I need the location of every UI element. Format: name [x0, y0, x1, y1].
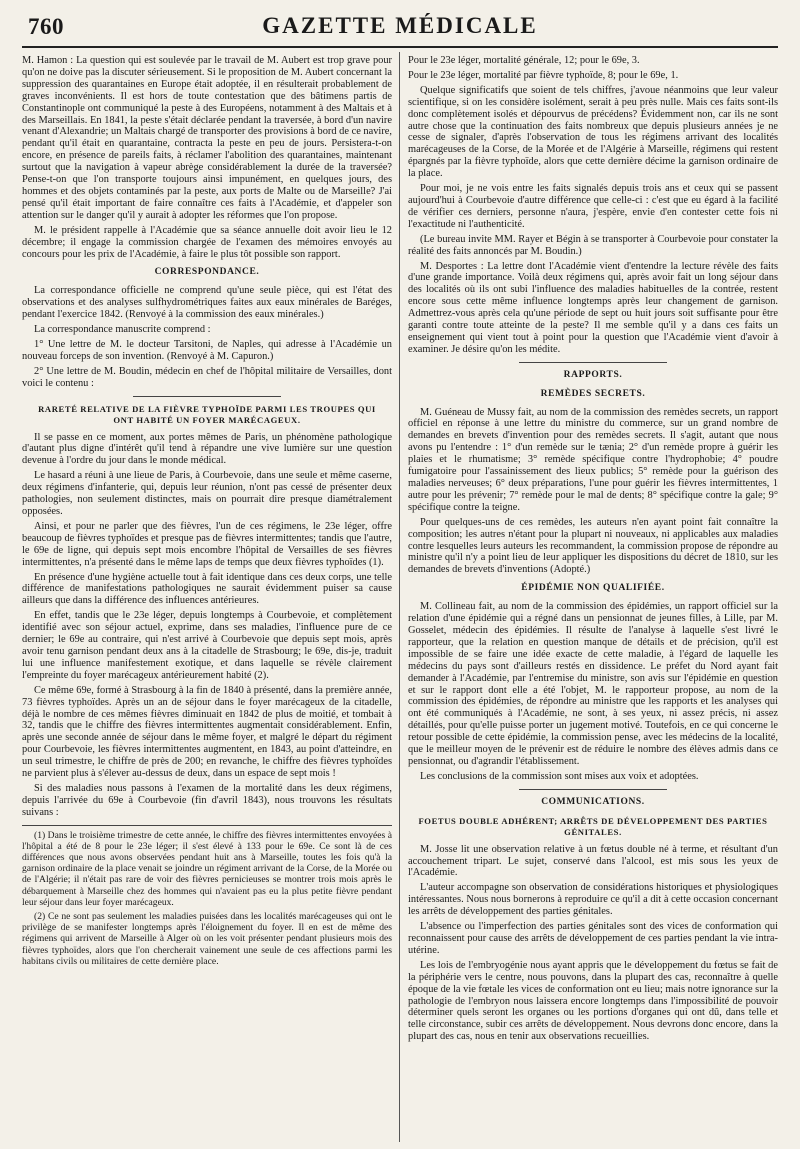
page-number: 760 — [28, 14, 64, 39]
footnote: (1) Dans le troisième trimestre de cette année, le chiffre des fièvres intermittentes envoyées à l'hôpital a été de 8 pour le 23e léger; il s'est élevé à 133 pour le 69e. Ce sont là de ces différences que nous avons observées pendant huit ans à Marseille, toutes les fois qu'à la garnison ordinaire de la place venait se joindre un régiment arrivant de la Corse, de la Morée ou de l'Algérie; il n'était pas rare de voir des fièvres pernicieuses se montrer trois mois après le débarquement à Marseille chez des hommes qui n'avaient pas eu la plus petite fièvre pendant leur séjour dans leur foyer marécageux. — [22, 829, 392, 908]
section-heading: REMÈDES SECRETS. — [540, 388, 646, 399]
paragraph: Ainsi, et pour ne parler que des fièvres, l'un de ces régimens, le 23e léger, offre beaucoup de fièvres typhoïdes et presque pas de fièvres intermittentes; tandis que l'autre, le 69e de ligne, qui depuis sept mois encombre l'hôpital de Versailles de ses fièvres intermittentes, n'a présenté dans le même laps de temps que deux fièvres typhoïdes (1). — [22, 520, 392, 568]
section-heading: RARETÉ RELATIVE DE LA FIÈVRE TYPHOÏDE PARMI LES TROUPES QUI ONT HABITÉ UN FOYER MARÉCAGEUX. — [38, 403, 376, 425]
paragraph: M. Collineau fait, au nom de la commission des épidémies, un rapport officiel sur la relation d'une épidémie qui a régné dans un pensionnat de jeunes filles, à Lille, par M. Gosselet, médecin des épidémies. Il résulte de l'analyse à laquelle s'est livré le rapporteur, que la relation en question manque de détails et de précision, qu'il est impossible de se faire une idée exacte de cette maladie, à l'égard de laquelle les médecins du pays sont d'ailleurs restés en dissidence. Le préfet du Nord ayant fait demander à l'Académie, par l'entremise du ministre, son avis sur l'épidémie en question et sur le rapport dont elle a été l'objet, M. le rapporteur propose, au nom de la commission des épidémies, de répondre au ministre que les rapports et les analyses qui ont été communiqués à l'Académie, ne sont, à ses yeux, ni assez précis, ni assez détaillés, pour qu'elle puisse porter un jugement motivé. Toutefois, en ce qui concerne le retour possible de cette épidémie, la commission pense, avec les médecins de la localité, que le meilleur moyen de le prévenir est de réduire le nombre des élèves admis dans ce pensionnat, ou d'agrandir l'établissement. — [408, 601, 778, 767]
paragraph: M. Hamon : La question qui est soulevée par le travail de M. Aubert est trop grave pour qu'on ne doive pas la discuter sérieusement. Si le proposition de M. Aubert concernant la suppression des quarantaines en Europe était adoptée, il en résulterait probablement de graves inconvénients. Il est hors de toute contestation que des bâtimens partis de Constantinople ont communiqué la peste à des Européens, notamment à des Maltais et à des Marseillais. En 1841, la peste s'était déclarée pendant la traversée, à bord d'un navire venant d'Alexandrie; un Maltais chargé de transporter des provisions à bord de ce navire, pendant qu'il était en quarantaine, contracta la peste en peu de jours. Persistera-t-on encore, en présence de pareils faits, à réclamer l'abolition des quarantaines, maintenant surtout que la navigation à vapeur abrège considérablement la durée de la traversée? Pense-t-on que l'on transporte toujours ainsi impunément, en quelques jours, des hommes et des objets contaminés par la peste, aux ports de Malte ou de Marseille? J'ai pensé qu'il était important de faire connaître ces faits à l'Académie, et d'appeler son attention sur le danger qu'il y aurait à adopter les réformes que l'on propose. — [22, 55, 392, 221]
paragraph: La correspondance manuscrite comprend : — [34, 324, 211, 336]
paragraph: L'auteur accompagne son observation de considérations historiques et physiologiques intéressantes. Nous nous bornerons à reproduire ce qu'il a dit à cette occasion concernant les arrêts de développement des parties génitales. — [408, 882, 778, 918]
right-column — [408, 52, 778, 1142]
paragraph: Ce même 69e, formé à Strasbourg à la fin de 1840 à présenté, dans la première année, 73 fièvres typhoïdes. Après un an de séjour dans le foyer marécageux de la citadelle, déjà le nombre de ces mêmes fièvres diminuait en 1842 de plus de moitié, et tombait à 32, tandis que le chiffre des fièvres intermittentes augmentait considérablement. Enfin, après une seconde année de séjour dans le même foyer, et malgré le départ du régiment pour Courbevoie, les fièvres intermittentes augmentent, en 1843, au point d'atteindre, en un seul trimestre, le chiffre de près de 200; en revanche, le chiffre des fièvres typhoïdes ne parvient plus à s'élever au-dessus de deux, dans un espace de sept mois ! — [22, 684, 392, 780]
masthead — [22, 0, 778, 48]
paragraph: En effet, tandis que le 23e léger, depuis longtemps à Courbevoie, et complètement identifié avec son séjour actuel, exprime, dans ses maladies, l'influence pure de ce dernier; le 69e au contraire, qui n'est arrivé à Courbevoie que depuis sept mois, après avoir tenu garnison pendant deux ans à la citadelle de Strasbourg; le 69e, dis-je, traduit lui une influence manifestement exotique, et dans laquelle se révèle clairement l'empreinte du foyer marécageux antérieurement habité (2). — [22, 610, 392, 681]
paragraph: Il se passe en ce moment, aux portes mêmes de Paris, un phénomène pathologique d'autant plus digne d'intérêt qu'il tend à répandre une vive lumière sur une question devenue à l'ordre du jour dans le monde médical. — [22, 431, 392, 467]
paragraph: Pour moi, je ne vois entre les faits signalés depuis trois ans et ceux qui se passent aujourd'hui à Courbevoie d'autre différence que celle-ci : c'est que eu égard à la facilité de vérifier ces derniers, personne n'aura, j'espère, envie d'en contester cette fois ni l'exactitude ni l'authenticité. — [408, 183, 778, 230]
paragraph: Le hasard a réuni à une lieue de Paris, à Courbevoie, dans une seule et même caserne, deux régimens d'infanterie, qui, depuis leur réunion, n'ont pas cessé de présenter deux pathologies, non seulement distinctes, mais on pourrait dire presque diamétralement opposées. — [22, 470, 392, 517]
divider — [22, 825, 392, 826]
divider — [519, 789, 667, 790]
section-heading: COMMUNICATIONS. — [541, 796, 645, 807]
paragraph: Les conclusions de la commission sont mises aux voix et adoptées. — [420, 770, 699, 782]
paragraph: Pour quelques-uns de ces remèdes, les auteurs n'en ayant point fait connaître la composition; les autres n'étant pour la plupart ni nouveaux, ni applicables aux maladies contre lesquelles leurs auteurs les recommandent, la commission propose de répondre au ministre qu'il n'y a point lieu de leur appliquer les dispositions du décret de 1810, sur les demandes de brevets d'inventions (Adopté.) — [408, 516, 778, 576]
paragraph: Pour le 23e léger, mortalité générale, 12; pour le 69e, 3. — [408, 55, 640, 66]
paragraph: Si des maladies nous passons à l'examen de la mortalité dans les deux régimens, depuis l'arrivée du 69e à Courbevoie (fin d'avril 1843), nous trouvons les résultats suivans : — [22, 782, 392, 818]
section-heading: FOETUS DOUBLE ADHÉRENT; ARRÊTS DE DÉVELOPPEMENT DES PARTIES GÉNITALES. — [418, 815, 768, 837]
paragraph: M. le président rappelle à l'Académie que sa séance annuelle doit avoir lieu le 12 décembre; il engage la commission chargée de l'examen des mémoires envoyés au concours pour les prix de l'Académie, à faire le plus tôt possible son rapport. — [22, 224, 392, 260]
paragraph: L'absence ou l'imperfection des parties génitales sont des vices de conformation qui reconnaissent pour cause des arrêts de développement de ces parties pendant la vie intra-utérine. — [408, 921, 778, 956]
section-heading: CORRESPONDANCE. — [154, 267, 260, 278]
journal-title: GAZETTE MÉDICALE — [262, 13, 538, 38]
divider — [519, 362, 667, 363]
left-column — [22, 52, 400, 1142]
paragraph: En présence d'une hygiène actuelle tout à fait identique dans ces deux corps, une telle différence de manifestations pathologiques ne saurait évidemment puiser sa cause ailleurs que dans la différence des influences antérieures. — [22, 571, 392, 607]
paragraph: 2° Une lettre de M. Boudin, médecin en chef de l'hôpital militaire de Versailles, dont voici le contenu : — [22, 365, 392, 389]
columns — [22, 52, 778, 1142]
paragraph: 1° Une lettre de M. le docteur Tarsitoni, de Naples, qui adresse à l'Académie un nouveau forceps de son invention. (Renvoyé à M. Capuron.) — [22, 338, 392, 362]
footnote: (2) Ce ne sont pas seulement les maladies puisées dans les localités marécageuses qui ont le privilège de se manifester longtemps après l'éloignement du foyer. Il en est de même des régimens qui arrivent de Marseille à Alger où on les voit présenter pendant plusieurs mois des fièvres typhoïdes, alors que l'on chercherait vainement une seule de ces affections parmi les habitans civils ou militaires de cette dernière place. — [22, 911, 392, 967]
section-heading: ÉPIDÉMIE NON QUALIFIÉE. — [521, 583, 665, 594]
paragraph: Les lois de l'embryogénie nous ayant appris que le développement du fœtus se fait de la périphérie vers le centre, nous pouvons, dans la plupart des cas, reconnaître à quelle époque de la vie fœtale les vices de conformation ont eu lieu; mais notre ignorance sur la pathologie de l'embryon nous laissera encore longtemps dans l'impossibilité de pouvoir déterminer quels seront les organes ou les portions d'organes qui ont dû, dans telle et telle circonstance, subir ces arrêts de développement. Nous devrons donc encore, dans la plupart des cas, nous en tenir aux observations recueillies. — [408, 959, 778, 1043]
paragraph: La correspondance officielle ne comprend qu'une seule pièce, qui est l'état des observations et des analyses sulfhydrométriques faites aux eaux minérales de Baréges, pendant l'exercice 1842. (Renvoyé à la commission des eaux minérales.) — [22, 285, 392, 321]
paragraph: M. Josse lit une observation relative à un fœtus double né à terme, et résultant d'un accouchement tripart. Le sujet, conservé dans l'alcool, est mis sous les yeux de l'Académie. — [408, 843, 778, 879]
paragraph: M. Desportes : La lettre dont l'Académie vient d'entendre la lecture révèle des faits d'une grande importance. Voilà deux régimens qui, après avoir fait un long séjour dans des localités où ils ont subi l'influence des maladies habituelles de la contrée, restent encore sous cette même influence longtemps après leur changement de garnison. Admettrez-vous après cela qu'une période de sept ou huit jours soit suffisante pour être garanti contre toute atteinte de la peste? Il me semble qu'il y a dans ces faits un enseignement qui vient tout à point pour la question que l'Académie vient d'avoir à examiner. Je désire qu'on les médite. — [408, 260, 778, 355]
divider — [133, 396, 281, 397]
paragraph: Quelque significatifs que soient de tels chiffres, j'avoue néanmoins que leur valeur scientifique, si on les considère isolément, serait à peu près nulle. Mais ces faits sont-ils donc complètement isolés et dépourvus de précédens? Évidemment non, car ils ne sont autre chose que la continuation des faits nombreux que depuis plusieurs années je ne cesse de signaler, d'après l'observation de tous les régimens arrivant des localités marécageuses de la Corse, de la Morée et de l'Algérie à Marseille, régimens qui restent épargnés par la fièvre typhoïde, alors que cette dernière décime la garnison ordinaire de la place. — [408, 84, 778, 180]
section-heading: RAPPORTS. — [563, 369, 623, 380]
paragraph: M. Guéneau de Mussy fait, au nom de la commission des remèdes secrets, un rapport officiel en réponse à une lettre du ministre du commerce, sur un grand nombre de demandes en brevets d'invention pour des remèdes secrets. Il s'agit, autant que nous avons pu l'entendre : 1° d'un remède sur le tænia; 2° d'un remède propre à guérir les plaies et le rhumatisme; 3° remède spécifique contre l'hydrophobie; 4° poudre fumigatoire pour l'assainissement des lieux publics; 5° remède pour la guérison des maladies nerveuses; 6° deux préparations, l'une pour guérir les fièvres intermittentes, 1 autre pour les prévenir; 7° remède pour le mal de dents; 8° spécifique contre la gale; 9° spécifique contre la teigne. — [408, 406, 778, 513]
paragraph: (Le bureau invite MM. Rayer et Bégin à se transporter à Courbevoie pour constater la réalité des faits annoncés par M. Boudin.) — [408, 233, 778, 257]
paragraph: Pour le 23e léger, mortalité par fièvre typhoïde, 8; pour le 69e, 1. — [408, 69, 679, 81]
